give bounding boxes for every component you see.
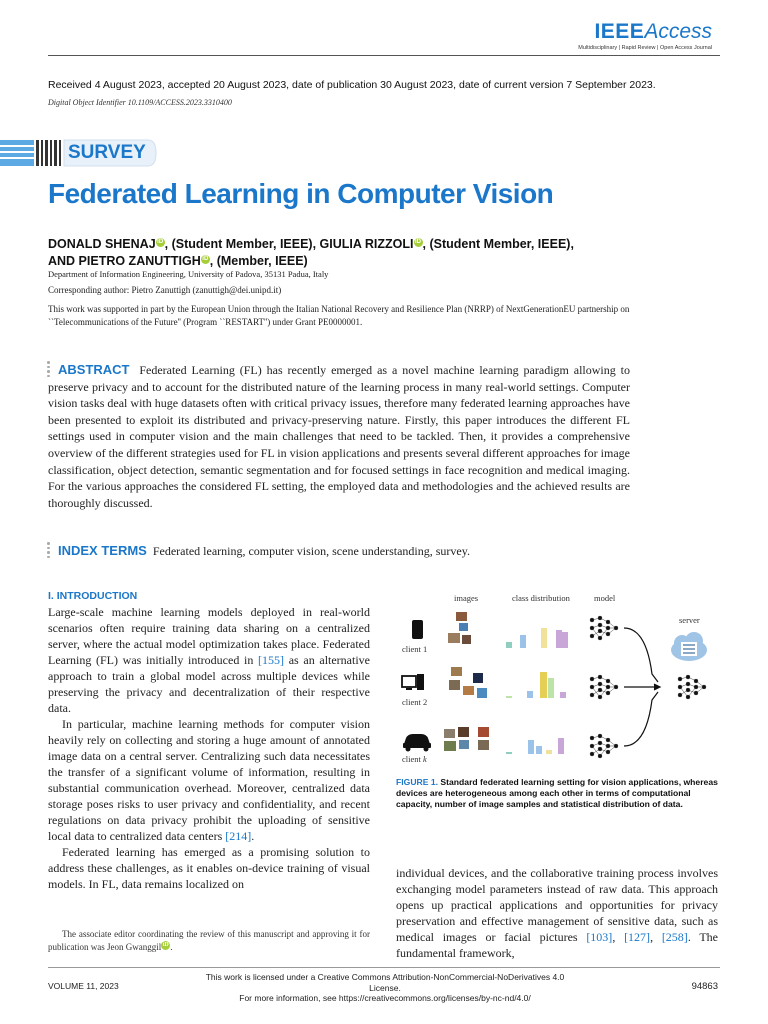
received-dates: Received 4 August 2023, accepted 20 August 2023, date of publication 30 August 2023, date of current version 7 September 2023. <box>48 79 656 91</box>
author-3: AND PIETRO ZANUTTIGH <box>48 254 201 268</box>
barcode-stripes-icon <box>0 140 61 166</box>
index-terms-text: Federated learning, computer vision, scene understanding, survey. <box>152 544 470 558</box>
citation-link[interactable]: [155] <box>258 653 285 667</box>
caption-label: FIGURE 1. <box>396 777 439 787</box>
server-cloud-icon <box>671 632 707 661</box>
logo-access: Access <box>644 20 712 43</box>
abstract <box>48 362 630 511</box>
paper-title: Federated Learning in Computer Vision <box>48 178 554 209</box>
figure-1 <box>396 588 718 768</box>
client2-label: client 2 <box>402 697 428 707</box>
server-label: server <box>679 615 700 625</box>
editor-footnote: The associate editor coordinating the review of this manuscript and approving it for publication was Jeon Gwanggil iD . <box>48 929 370 952</box>
separator: , <box>612 930 625 944</box>
orcid-icon[interactable]: iD <box>162 942 169 948</box>
network-icon <box>590 734 618 758</box>
phone-icon <box>412 620 423 639</box>
funding-statement: This work was supported in part by the European Union through the Italian National Recovery and Resilience Plan (NRRP) of NextGenerationEU partnership on ``Telecommunications of the Future'' (Program ``RESTART'') under Grant PE0000001. <box>48 304 630 327</box>
abstract-text: Federated Learning (FL) has recently emerged as a novel machine learning paradigm allowing to preserve privacy and to account for the distributed nature of the learning process in many real-world settings. Computer vision tasks deal with huge datasets often with critical privacy issues, therefore many federated learning approaches have been presented to exploit its distributed and privacy-preserving nature. Firstly, this paper introduces the different FL settings used in computer vision and the main challenges that need to be tackled. Then, it provides a comprehensive overview of the different strategies used for FL in vision applications and presents several different approaches for image classification, object detection, semantic segmentation and for focused settings in face recognition and medical imaging. For the various approaches the considered FL setting, the employed data and methodologies and the achieved results are thoroughly discussed. <box>48 363 631 510</box>
header-divider <box>48 55 720 56</box>
dots-icon <box>47 542 50 560</box>
author-1: DONALD SHENAJ <box>48 237 156 251</box>
doi: Digital Object Identifier 10.1109/ACCESS.2023.3310400 <box>48 98 232 107</box>
separator: , <box>650 930 662 944</box>
orcid-icon[interactable]: iD <box>202 255 209 262</box>
citation-link[interactable]: [127] <box>624 930 651 944</box>
network-icon <box>590 616 618 640</box>
intro-p1-cont: as an alternative approach to train a global model across multiple devices while preserving the privacy and decentralization of their respective data. <box>48 653 371 715</box>
orcid-icon[interactable]: iD <box>415 238 422 245</box>
orcid-icon[interactable]: iD <box>157 238 164 245</box>
journal-logo <box>578 20 712 51</box>
intro-p2-cont: . <box>251 829 255 843</box>
image-thumbnails <box>444 612 489 751</box>
right-p1-cont: . The fundamental framework, <box>396 930 718 960</box>
caption-text: Standard federated learning setting for vision applications, whereas devices are heterogeneous among each other in terms of computational capacity, number of image samples and statistical distribution of data. <box>396 777 718 809</box>
col-dist-label: class distribution <box>512 593 570 603</box>
citation-link[interactable]: [103] <box>586 930 613 944</box>
index-terms-label: INDEX TERMS <box>58 543 147 558</box>
arrows <box>624 628 660 746</box>
desktop-icon <box>402 674 424 690</box>
client-networks <box>590 616 618 758</box>
citation-link[interactable]: [214] <box>225 829 252 843</box>
survey-badge-label: SURVEY <box>68 142 146 163</box>
corresponding-author: Corresponding author: Pietro Zanuttigh (zanuttigh@dei.unipd.it) <box>48 285 282 295</box>
car-icon <box>403 734 431 752</box>
abstract-label: ABSTRACT <box>58 362 130 377</box>
footnote-text: The associate editor coordinating the review of this manuscript and approving it for publication was Jeon Gwanggil <box>48 929 370 952</box>
intro-text <box>48 604 370 892</box>
intro-p3: Federated learning has emerged as a promising solution to address these challenges, as it enables on-device training of visual models. In FL, data remains localized on <box>48 845 370 891</box>
license-line-2[interactable]: For more information, see https://creativecommons.org/licenses/by-nc-nd/4.0/ <box>239 993 531 1003</box>
logo-tagline: Multidisciplinary | Rapid Review | Open Access Journal <box>578 45 712 51</box>
author-1-role: , (Student Member, IEEE), GIULIA RIZZOLI <box>164 237 414 251</box>
intro-p1: Large-scale machine learning models deployed in real-world scenarios often require training data sharing on a centralized server, where the actual model optimization takes place. Federated Learning (FL) was initially introduced in <box>48 605 370 667</box>
author-3-role: , (Member, IEEE) <box>209 254 308 268</box>
page-number: 94863 <box>691 981 718 992</box>
network-icon <box>590 675 618 699</box>
right-p1: individual devices, and the collaborative training process involves exchanging model parameters instead of raw data. This approach opens up practical applications and opportunities for privacy preservation and effective management of sensitive data, such as medical images or facial pictures <box>396 866 718 944</box>
network-icon <box>678 675 706 699</box>
license-line-1: This work is licensed under a Creative Commons Attribution-NonCommercial-NoDerivatives 4.0 License. <box>205 972 565 993</box>
volume-label: VOLUME 11, 2023 <box>48 981 119 991</box>
footer-divider <box>48 967 720 968</box>
logo-ieee: IEEE <box>594 20 645 43</box>
author-list <box>48 236 648 270</box>
clientk-label: client k <box>402 754 427 764</box>
figure-caption <box>396 777 718 810</box>
col-images-label: images <box>454 593 479 603</box>
license-notice <box>190 972 580 1004</box>
index-terms <box>58 543 470 559</box>
col-model-label: model <box>594 593 616 603</box>
citation-link[interactable]: [258] <box>661 930 688 944</box>
class-distribution-bars <box>506 628 568 754</box>
intro-p2: In particular, machine learning methods for computer vision heavily rely on collecting and storing a huge amount of annotated image data on a central server. Centralizing such data necessitates the transfer of a significant volume of information, resulting in substantial communication overhead. Moreover, centralized data storage poses risks to user privacy and confidentiality, and recent regulations on data privacy prohibit the uploading of sensitive local data to centralized data centers <box>48 717 370 843</box>
right-column-text <box>396 865 718 961</box>
affiliation: Department of Information Engineering, University of Padova, 35131 Padua, Italy <box>48 269 329 279</box>
section-heading: I. INTRODUCTION <box>48 590 138 602</box>
client1-label: client 1 <box>402 644 428 654</box>
author-2-role: , (Student Member, IEEE), <box>422 237 574 251</box>
